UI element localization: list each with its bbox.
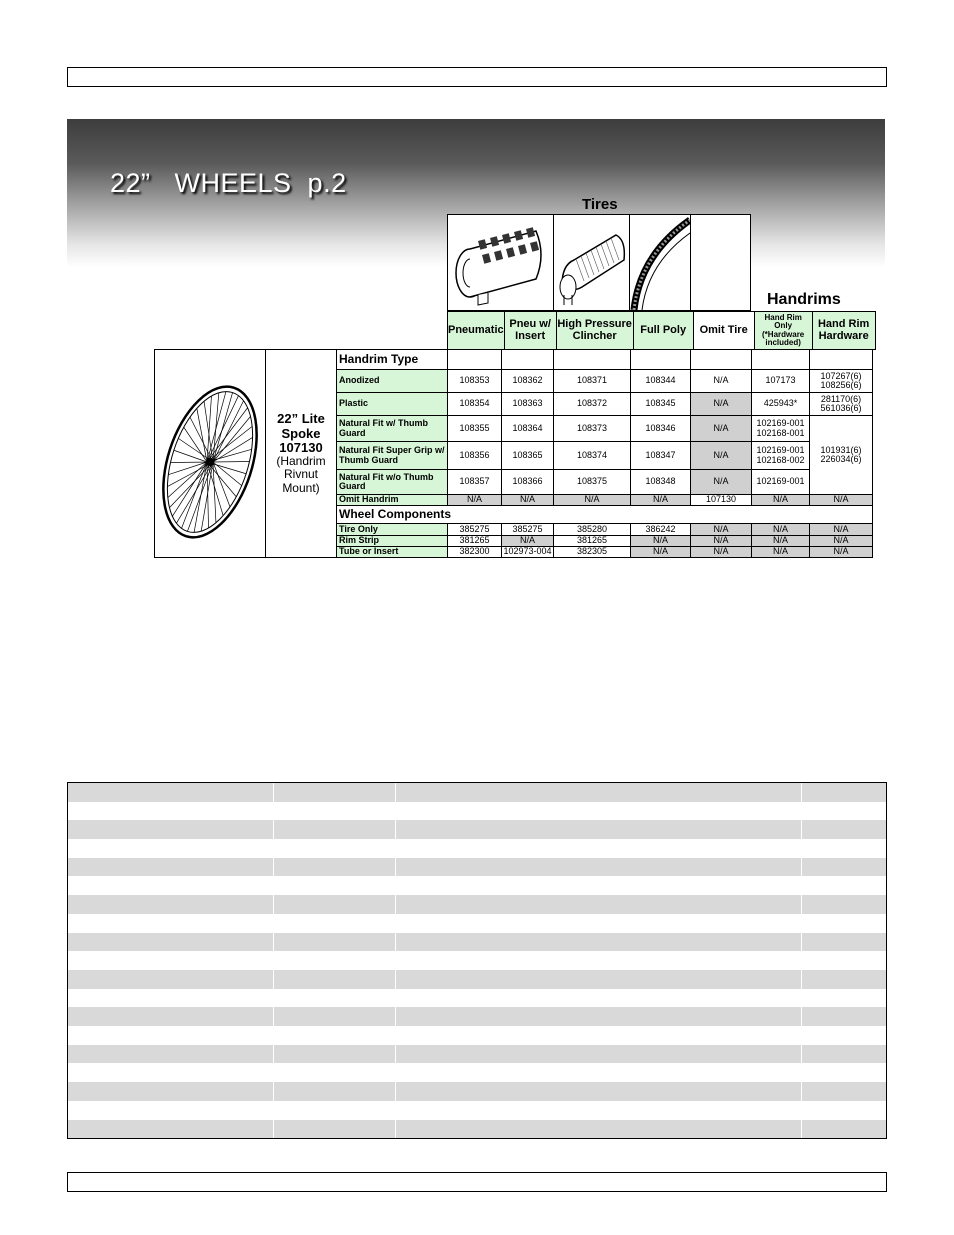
wheel-spoke (173, 451, 206, 463)
column-divider (801, 951, 802, 970)
table-row (68, 839, 886, 858)
wheel-part-number: 107130 (279, 439, 323, 455)
page-title: 22” WHEELS p.2 (110, 168, 347, 198)
column-divider (273, 1007, 274, 1026)
column-divider (801, 1101, 802, 1120)
spoked-wheel-icon (158, 357, 263, 547)
wheel-mount: (Handrim Rivnut Mount) (276, 454, 326, 495)
column-divider (395, 970, 396, 989)
col-pneumatic: Pneumatic (448, 312, 505, 350)
table-row (68, 877, 886, 896)
column-divider (395, 858, 396, 877)
wheel-spoke (167, 462, 213, 487)
column-divider (273, 877, 274, 896)
col-full-poly: Full Poly (633, 312, 693, 350)
column-divider (273, 1101, 274, 1120)
col-high-pressure: High Pressure Clincher (556, 312, 633, 350)
omit-tire-image (690, 214, 751, 311)
column-divider (395, 1045, 396, 1064)
wheel-name: 22” Lite Spoke (277, 411, 325, 441)
wheel-spoke (207, 396, 211, 462)
table-row: Tire Only 385275 385275 385280 386242 N/A N/A N/A (155, 524, 873, 536)
column-divider (273, 1082, 274, 1101)
column-divider (801, 933, 802, 952)
column-divider (801, 820, 802, 839)
column-divider (395, 1120, 396, 1139)
high-pressure-clincher-image (553, 214, 630, 311)
column-divider (395, 1064, 396, 1083)
table-row: Omit Handrim N/A N/A N/A N/A 107130 N/A N/A (155, 495, 873, 506)
wheel-image (155, 350, 266, 558)
column-header-table (447, 311, 876, 350)
column-divider (801, 914, 802, 933)
table-row (68, 970, 886, 989)
column-divider (395, 1026, 396, 1045)
table-row (68, 802, 886, 821)
column-divider (273, 1120, 274, 1139)
table-row (68, 951, 886, 970)
table-row (68, 783, 886, 802)
wheel-description (266, 350, 337, 558)
col-hand-rim-only: Hand Rim Only (*Hardware included) (754, 312, 812, 350)
column-divider (395, 820, 396, 839)
column-divider (801, 839, 802, 858)
table-row (68, 989, 886, 1008)
handrim-type-heading: Handrim Type (337, 350, 448, 370)
full-poly-tire-image (629, 214, 691, 311)
tires-heading: Tires (582, 196, 618, 213)
table-row (68, 914, 886, 933)
table-row: Natural Fit Super Grip w/ Thumb Guard 108356 108365 108374 108347 N/A 102169-001 102168-002 (155, 442, 873, 470)
header-bar (67, 67, 887, 87)
handrims-heading: Handrims (767, 291, 841, 308)
column-divider (801, 895, 802, 914)
col-pneu-insert: Pneu w/ Insert (504, 312, 556, 350)
column-divider (273, 895, 274, 914)
column-divider (395, 914, 396, 933)
column-divider (273, 820, 274, 839)
column-divider (273, 914, 274, 933)
column-divider (395, 1082, 396, 1101)
table-row (68, 1082, 886, 1101)
column-divider (801, 970, 802, 989)
column-divider (395, 895, 396, 914)
footer-bar (67, 1172, 887, 1192)
column-divider (801, 858, 802, 877)
column-divider (273, 951, 274, 970)
table-row (68, 1007, 886, 1026)
column-divider (395, 1101, 396, 1120)
column-divider (273, 839, 274, 858)
column-divider (273, 1064, 274, 1083)
pneumatic-tire-image (447, 214, 554, 311)
table-row: Plastic 108354 108363 108372 108345 N/A 425943* 281170(6) 561036(6) (155, 393, 873, 416)
column-divider (273, 933, 274, 952)
column-divider (395, 1007, 396, 1026)
col-hand-rim-hardware: Hand Rim Hardware (812, 312, 875, 350)
column-divider (801, 877, 802, 896)
table-row: Tube or Insert 382300 102973-004 382305 N/A N/A N/A N/A (155, 547, 873, 558)
table-row (68, 895, 886, 914)
column-divider (273, 802, 274, 821)
table-row (68, 1064, 886, 1083)
column-divider (801, 1026, 802, 1045)
natural-fit-hardware: 101931(6) 226034(6) (810, 416, 873, 495)
column-divider (395, 839, 396, 858)
column-divider (273, 1026, 274, 1045)
column-divider (801, 1045, 802, 1064)
column-divider (801, 1007, 802, 1026)
parts-table (154, 349, 873, 558)
table-row (68, 1045, 886, 1064)
table-row: Rim Strip 381265 N/A 381265 N/A N/A N/A N/A (155, 536, 873, 547)
table-row (68, 933, 886, 952)
table-row (68, 1120, 886, 1139)
table-row (68, 820, 886, 839)
table-row: Natural Fit w/o Thumb Guard 108357 108366 108375 108348 N/A 102169-001 (155, 470, 873, 495)
col-omit-tire: Omit Tire (693, 312, 754, 350)
parts-list-table (67, 782, 887, 1139)
column-divider (801, 783, 802, 802)
column-divider (395, 783, 396, 802)
column-divider (273, 970, 274, 989)
column-divider (395, 877, 396, 896)
column-divider (273, 1045, 274, 1064)
column-divider (273, 858, 274, 877)
column-divider (801, 1064, 802, 1083)
column-divider (395, 802, 396, 821)
column-divider (395, 989, 396, 1008)
column-divider (395, 933, 396, 952)
column-divider (273, 989, 274, 1008)
table-row (68, 1101, 886, 1120)
column-divider (395, 951, 396, 970)
column-divider (801, 1120, 802, 1139)
table-row: Anodized 108353 108362 108371 108344 N/A 107173 107267(6) 108256(6) (155, 370, 873, 393)
table-row (68, 1026, 886, 1045)
column-divider (273, 783, 274, 802)
wheel-spoke (207, 396, 238, 462)
wheel-components-heading: Wheel Components (337, 506, 873, 524)
table-row: Natural Fit w/ Thumb Guard 108355 108364 108373 108346 N/A 102169-001 102168-001 101931(6) 226034(6) (155, 416, 873, 442)
table-row (68, 858, 886, 877)
column-divider (801, 989, 802, 1008)
column-divider (801, 1082, 802, 1101)
column-divider (801, 802, 802, 821)
